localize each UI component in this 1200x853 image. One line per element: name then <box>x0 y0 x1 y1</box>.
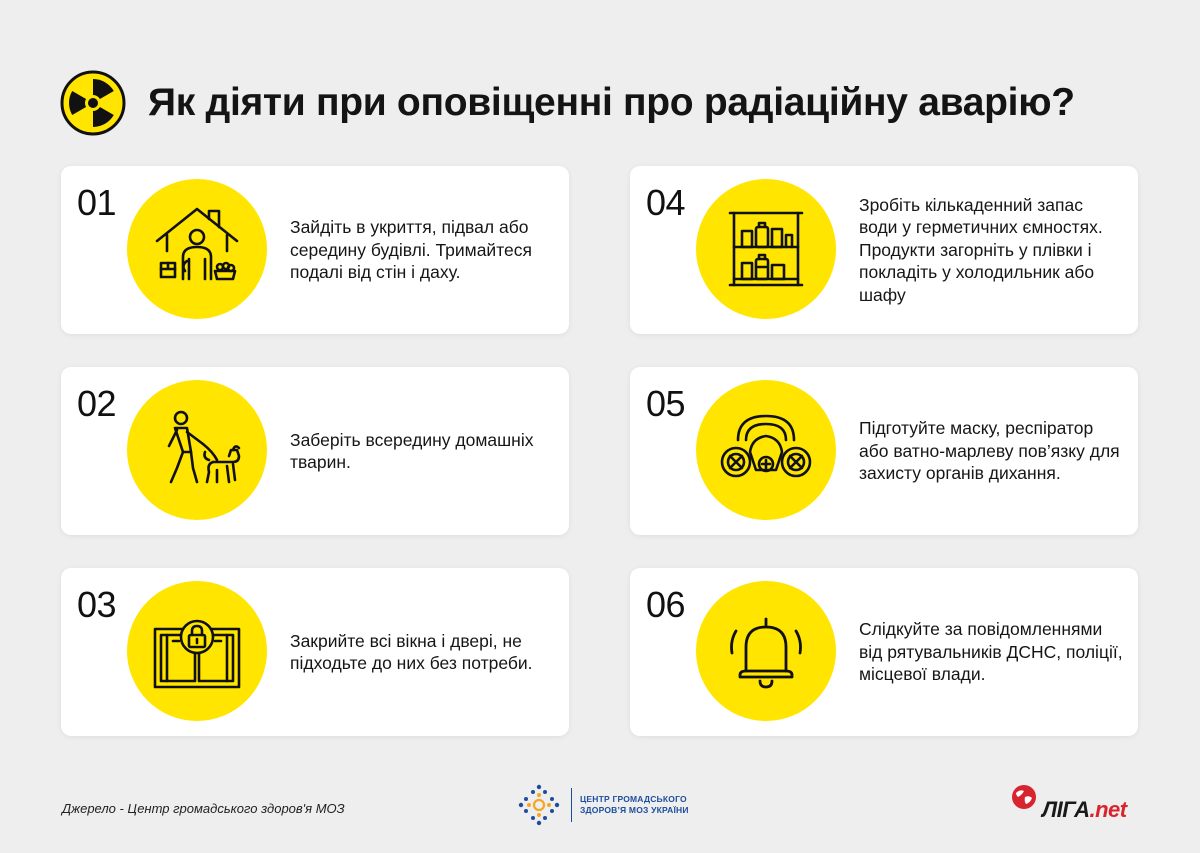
step-card-01 <box>61 166 569 334</box>
step-icon-circle <box>696 179 836 319</box>
phc-logo-mark-icon <box>517 783 561 827</box>
step-card-03 <box>61 568 569 736</box>
phc-logo-text: ЦЕНТР ГРОМАДСЬКОГО ЗДОРОВ’Я МОЗ УКРАЇНИ <box>580 794 689 815</box>
step-number: 02 <box>77 383 117 424</box>
step-card-02 <box>61 367 569 535</box>
step-number: 03 <box>77 584 117 625</box>
step-icon-circle <box>127 581 267 721</box>
supplies-shelf-icon <box>716 199 816 299</box>
step-icon-circle <box>696 380 836 520</box>
step-text: Слідкуйте за повідомленнями від рятувальників ДСНС, поліції, місцевої влади. <box>859 619 1123 685</box>
step-text: Закрийте всі вікна і двері, не підходьте до них без потреби. <box>290 630 533 673</box>
liga-logo[interactable] <box>1010 781 1127 823</box>
step-number: 04 <box>646 182 686 223</box>
respirator-mask-icon <box>716 400 816 500</box>
step-number: 06 <box>646 584 686 625</box>
liga-logo-name: ЛІГА <box>1042 797 1090 822</box>
shelter-house-icon <box>147 199 247 299</box>
liga-logo-domain: .net <box>1089 797 1127 822</box>
source-credit: Джерело - Центр громадського здоров'я МОЗ <box>62 801 345 816</box>
step-icon-circle <box>696 581 836 721</box>
step-text: Підготуйте маску, респіратор або ватно-марлеву пов’язку для захисту органів дихання. <box>859 418 1120 484</box>
step-text: Зайдіть в укриття, підвал або середину будівлі. Тримайтеся подалі від стін і даху. <box>290 217 532 283</box>
step-icon-circle <box>127 380 267 520</box>
step-number: 05 <box>646 383 686 424</box>
step-text: Зробіть кількаденний запас води у герметичних ємностях. Продукти загорніть у плівки і покладіть у холодильник або шафу <box>859 194 1103 305</box>
radiation-icon <box>60 70 126 136</box>
phc-logo-divider <box>571 788 572 822</box>
step-card-05 <box>630 367 1138 535</box>
step-icon-circle <box>127 179 267 319</box>
page-title: Як діяти при оповіщенні про радіаційну аварію? <box>148 81 1075 124</box>
alarm-bell-icon <box>716 601 816 701</box>
header <box>60 66 1140 140</box>
step-number: 01 <box>77 182 117 223</box>
locked-window-icon <box>147 601 247 701</box>
liga-globe-icon <box>1010 783 1038 811</box>
person-walking-dog-icon <box>147 400 247 500</box>
step-card-04 <box>630 166 1138 334</box>
step-card-06 <box>630 568 1138 736</box>
step-text: Заберіть всередину домашніх тварин. <box>290 429 534 472</box>
phc-logo <box>517 783 700 827</box>
